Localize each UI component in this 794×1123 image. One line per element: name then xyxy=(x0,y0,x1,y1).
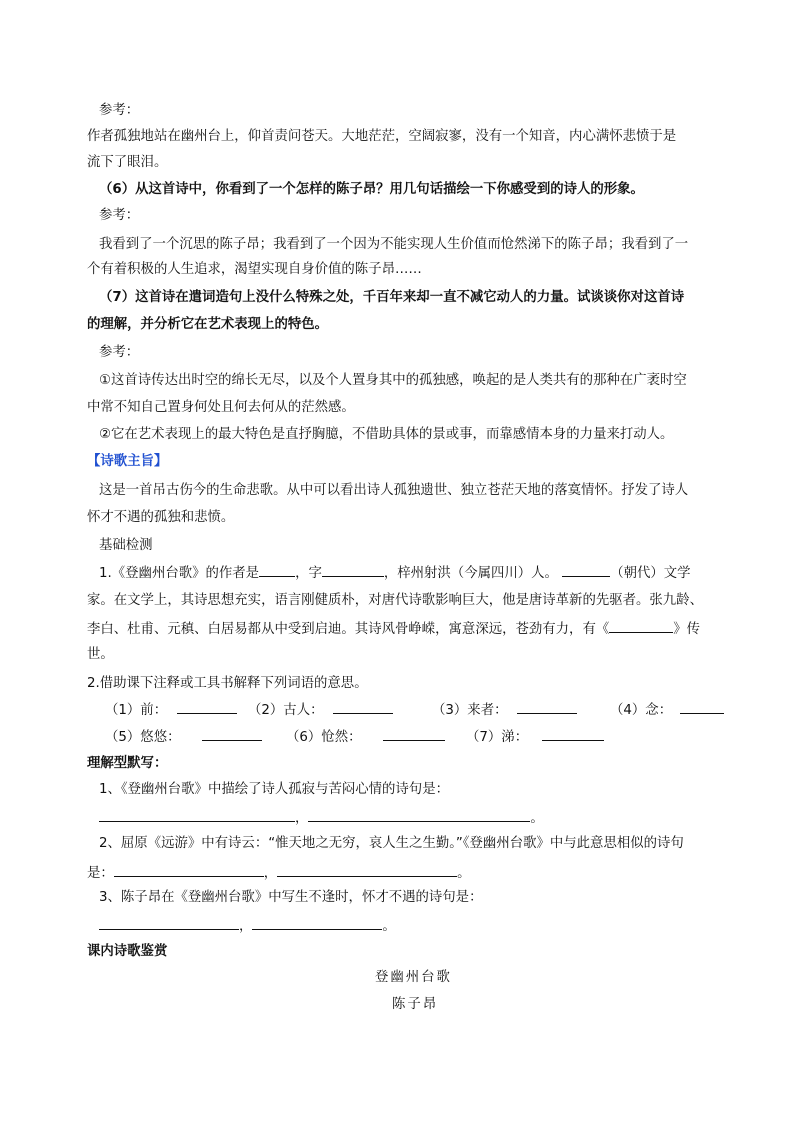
definition-item: （2）古人： xyxy=(248,699,393,721)
answer-blank[interactable] xyxy=(542,726,604,741)
fill-blank-line: ， 。 xyxy=(99,915,396,937)
fill-blank-line: 1.《登幽州台歌》的作者是 ，字 ，梓州射洪（今属四川）人。 （朝代）文学 xyxy=(99,562,691,584)
answer-blank[interactable] xyxy=(177,699,237,714)
reference-label: 参考： xyxy=(99,103,140,118)
question-7: （7）这首诗在遣词造句上没什么特殊之处，千百年来却一直不减它动人的力量。试谈谈你对这首诗 xyxy=(99,290,685,305)
answer-blank[interactable] xyxy=(277,862,457,877)
answer-blank[interactable] xyxy=(680,699,724,714)
reference-label: 参考： xyxy=(99,345,140,360)
paragraph-line: 家。在文学上，其诗思想充实，语言刚健质朴，对唐代诗歌影响巨大，他是唐诗革新的先驱者。张九龄、 xyxy=(87,593,703,608)
answer-text: ②它在艺术表现上的最大特色是直抒胸臆，不借助具体的景或事，而靠感情本身的力量来打动人。 xyxy=(99,427,674,442)
answer-blank[interactable] xyxy=(609,618,673,633)
answer-text: 流下了眼泪。 xyxy=(87,155,168,170)
fill-blank-line: 是： ， 。 xyxy=(87,862,471,884)
answer-blank[interactable] xyxy=(202,726,262,741)
definition-item: （7）涕： xyxy=(466,726,604,748)
answer-text: 中常不知自己置身何处且何去何从的茫然感。 xyxy=(87,400,355,415)
paragraph-line: 世。 xyxy=(87,647,114,662)
section-heading-appreciation: 课内诗歌鉴赏 xyxy=(87,944,168,959)
definition-item: （6）怆然： xyxy=(286,726,445,748)
dictation-question-1: 1、《登幽州台歌》中描绘了诗人孤寂与苦闷心情的诗句是： xyxy=(99,782,449,797)
answer-blank[interactable] xyxy=(252,915,382,930)
answer-blank[interactable] xyxy=(308,807,530,822)
answer-text: ①这首诗传达出时空的绵长无尽，以及个人置身其中的孤独感，唤起的是人类共有的那种在广袤时空 xyxy=(99,373,687,388)
answer-blank[interactable] xyxy=(517,699,577,714)
definition-item: （3）来者： xyxy=(432,699,577,721)
dictation-question-3: 3、陈子昂在《登幽州台歌》中写生不逢时，怀才不遇的诗句是： xyxy=(99,890,483,905)
poem-title: 登幽州台歌 xyxy=(375,970,452,985)
theme-text: 怀才不遇的孤独和悲愤。 xyxy=(87,510,235,525)
answer-blank[interactable] xyxy=(114,862,264,877)
answer-text: 我看到了一个沉思的陈子昂；我看到了一个因为不能实现人生价值而怆然涕下的陈子昂；我看到了一 xyxy=(99,237,689,252)
definition-item: （5）悠悠： xyxy=(105,726,262,748)
section-heading-theme: 【诗歌主旨】 xyxy=(87,454,168,469)
answer-text: 作者孤独地站在幽州台上，仰首责问苍天。大地茫茫，空阔寂寥，没有一个知音，内心满怀悲愤于是 xyxy=(87,129,677,144)
theme-text: 这是一首吊古伤今的生命悲歌。从中可以看出诗人孤独遗世、独立苍茫天地的落寞情怀。抒发了诗人 xyxy=(99,483,689,498)
section-heading-basic-test: 基础检测 xyxy=(99,538,153,553)
answer-text: 个有着积极的人生追求，渴望实现自身价值的陈子昂…… xyxy=(87,262,422,277)
answer-blank[interactable] xyxy=(383,726,445,741)
question-6: （6）从这首诗中，你看到了一个怎样的陈子昂？用几句话描绘一下你感受到的诗人的形象。 xyxy=(99,182,644,197)
question-7: 的理解，并分析它在艺术表现上的特色。 xyxy=(87,317,329,332)
definition-item: （4）念： xyxy=(610,699,724,721)
answer-blank[interactable] xyxy=(333,699,393,714)
answer-blank[interactable] xyxy=(99,807,295,822)
dictation-question-2: 2、屈原《远游》中有诗云：“惟天地之无穷，哀人生之生勤。”《登幽州台歌》中与此意思相似的诗句 xyxy=(99,836,684,851)
fill-blank-line: ， 。 xyxy=(99,807,544,829)
answer-blank[interactable] xyxy=(99,915,239,930)
question-2: 2.借助课下注释或工具书解释下列词语的意思。 xyxy=(87,676,368,691)
poem-author: 陈子昂 xyxy=(392,997,439,1012)
fill-blank-line: 李白、杜甫、元稹、白居易都从中受到启迪。其诗风骨峥嵘，寓意深远，苍劲有力，有《 》传 xyxy=(87,618,700,640)
answer-blank[interactable] xyxy=(562,562,610,577)
section-heading-dictation: 理解型默写： xyxy=(87,756,168,771)
reference-label: 参考： xyxy=(99,208,140,223)
answer-blank[interactable] xyxy=(322,562,384,577)
answer-blank[interactable] xyxy=(259,562,295,577)
definition-item: （1）前： xyxy=(105,699,237,721)
